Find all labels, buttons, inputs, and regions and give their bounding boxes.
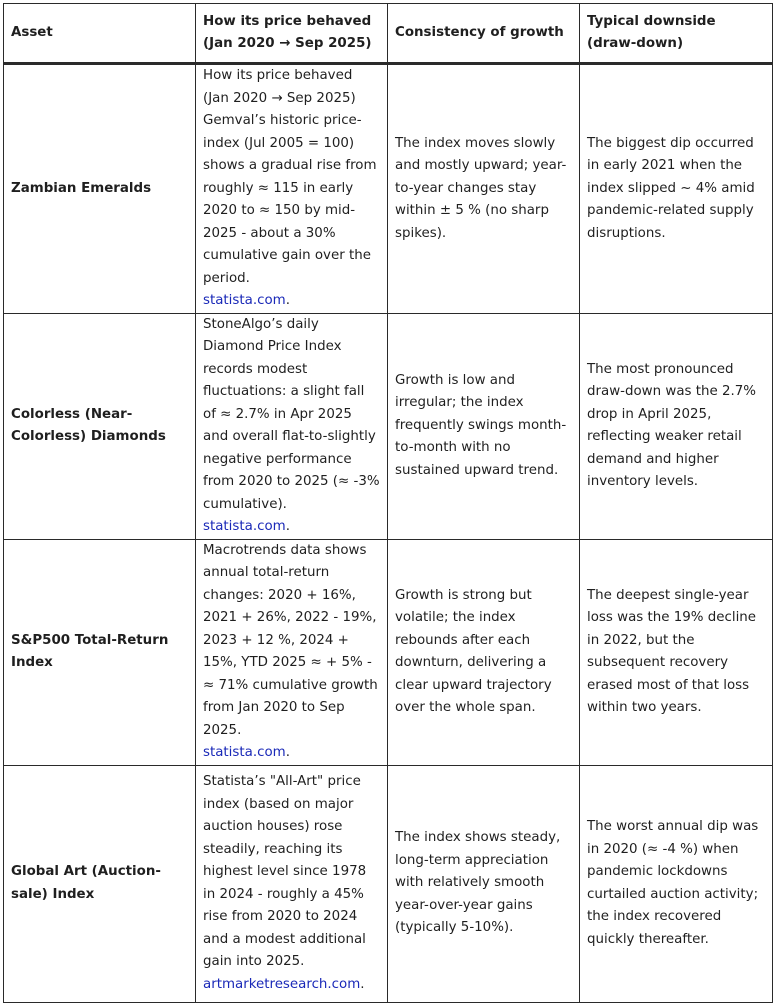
header-price-behaviour: How its price behaved (Jan 2020 → Sep 2025): [196, 4, 388, 64]
price-text: StoneAlgo’s daily Diamond Price Index records modest fluctuations: a slight fall of ≈ 2.7% in Apr 2025 and overall flat-to-slightly negative performance from 2020 to 2025 (≈ -3% cumulative).: [203, 316, 380, 512]
header-downside: Typical downside (draw-down): [580, 4, 773, 64]
price-cell: Macrotrends data shows annual total-return changes: 2020 + 16%, 2021 + 26%, 2022 - 19%, 2023 + 12 %, 2024 + 15%, YTD 2025 ≈ + 5% - ≈ 71% cumulative growth from Jan 2020 to Sep 2025. statista.com.: [196, 539, 388, 765]
asset-cell: S&P500 Total-Return Index: [4, 539, 196, 765]
price-cell: StoneAlgo’s daily Diamond Price Index records modest fluctuations: a slight fall of ≈ 2.7% in Apr 2025 and overall flat-to-slightly negative performance from 2020 to 2025 (≈ -3% cumulative). statista.com.: [196, 313, 388, 539]
asset-cell: Global Art (Auction-sale) Index: [4, 765, 196, 1002]
asset-cell: Zambian Emeralds: [4, 64, 196, 314]
downside-cell: The worst annual dip was in 2020 (≈ -4 %) when pandemic lockdowns curtailed auction activity; the index recovered quickly thereafter.: [580, 765, 773, 1002]
table-row: [4, 765, 773, 1002]
header-asset: Asset: [4, 4, 196, 64]
price-text: Macrotrends data shows annual total-return changes: 2020 + 16%, 2021 + 26%, 2022 - 19%, 2023 + 12 %, 2024 + 15%, YTD 2025 ≈ + 5% - ≈ 71% cumulative growth from Jan 2020 to Sep 2025.: [203, 542, 378, 738]
price-cell: Statista’s "All-Art" price index (based on major auction houses) rose steadily, reaching its highest level since 1978 in 2024 - roughly a 45% rise from 2020 to 2024 and a modest additional gain into 2025. artmarketresearch.com.: [196, 765, 388, 1002]
downside-cell: The biggest dip occurred in early 2021 when the index slipped ~ 4% amid pandemic-related supply disruptions.: [580, 64, 773, 314]
price-text: Statista’s "All-Art" price index (based on major auction houses) rose steadily, reaching its highest level since 1978 in 2024 - roughly a 45% rise from 2020 to 2024 and a modest additional gain into 2025.: [203, 774, 367, 969]
consistency-cell: The index shows steady, long-term appreciation with relatively smooth year-over-year gains (typically 5-10%).: [388, 765, 580, 1002]
price-cell: How its price behaved (Jan 2020 → Sep 2025) Gemval’s historic price-index (Jul 2005 = 100) shows a gradual rise from roughly ≈ 115 in early 2020 to ≈ 150 by mid-2025 - about a 30% cumulative gain over the period. statista.com.: [196, 64, 388, 314]
downside-cell: The deepest single-year loss was the 19% decline in 2022, but the subsequent recovery erased most of that loss within two years.: [580, 539, 773, 765]
comparison-table-container: [3, 3, 773, 1003]
consistency-cell: Growth is low and irregular; the index frequently swings month-to-month with no sustained upward trend.: [388, 313, 580, 539]
table-body: [4, 64, 773, 1003]
source-link[interactable]: statista.com: [203, 745, 286, 760]
header-consistency: Consistency of growth: [388, 4, 580, 64]
downside-cell: The most pronounced draw-down was the 2.7% drop in April 2025, reflecting weaker retail demand and higher inventory levels.: [580, 313, 773, 539]
header-row: [4, 4, 773, 64]
table-row: [4, 539, 773, 765]
consistency-cell: Growth is strong but volatile; the index rebounds after each downturn, delivering a clear upward trajectory over the whole span.: [388, 539, 580, 765]
consistency-cell: The index moves slowly and mostly upward; year-to-year changes stay within ± 5 % (no sharp spikes).: [388, 64, 580, 314]
asset-cell: Colorless (Near-Colorless) Diamonds: [4, 313, 196, 539]
price-text: How its price behaved (Jan 2020 → Sep 2025) Gemval’s historic price-index (Jul 2005 = 100) shows a gradual rise from roughly ≈ 115 in early 2020 to ≈ 150 by mid-2025 - about a 30% cumulative gain over the period.: [203, 68, 377, 286]
table-row: [4, 64, 773, 314]
source-link[interactable]: artmarketresearch.com: [203, 976, 361, 992]
source-link[interactable]: statista.com: [203, 293, 286, 308]
table-header: [4, 4, 773, 64]
source-link[interactable]: statista.com: [203, 519, 286, 534]
asset-comparison-table: [3, 3, 773, 1003]
table-row: [4, 313, 773, 539]
